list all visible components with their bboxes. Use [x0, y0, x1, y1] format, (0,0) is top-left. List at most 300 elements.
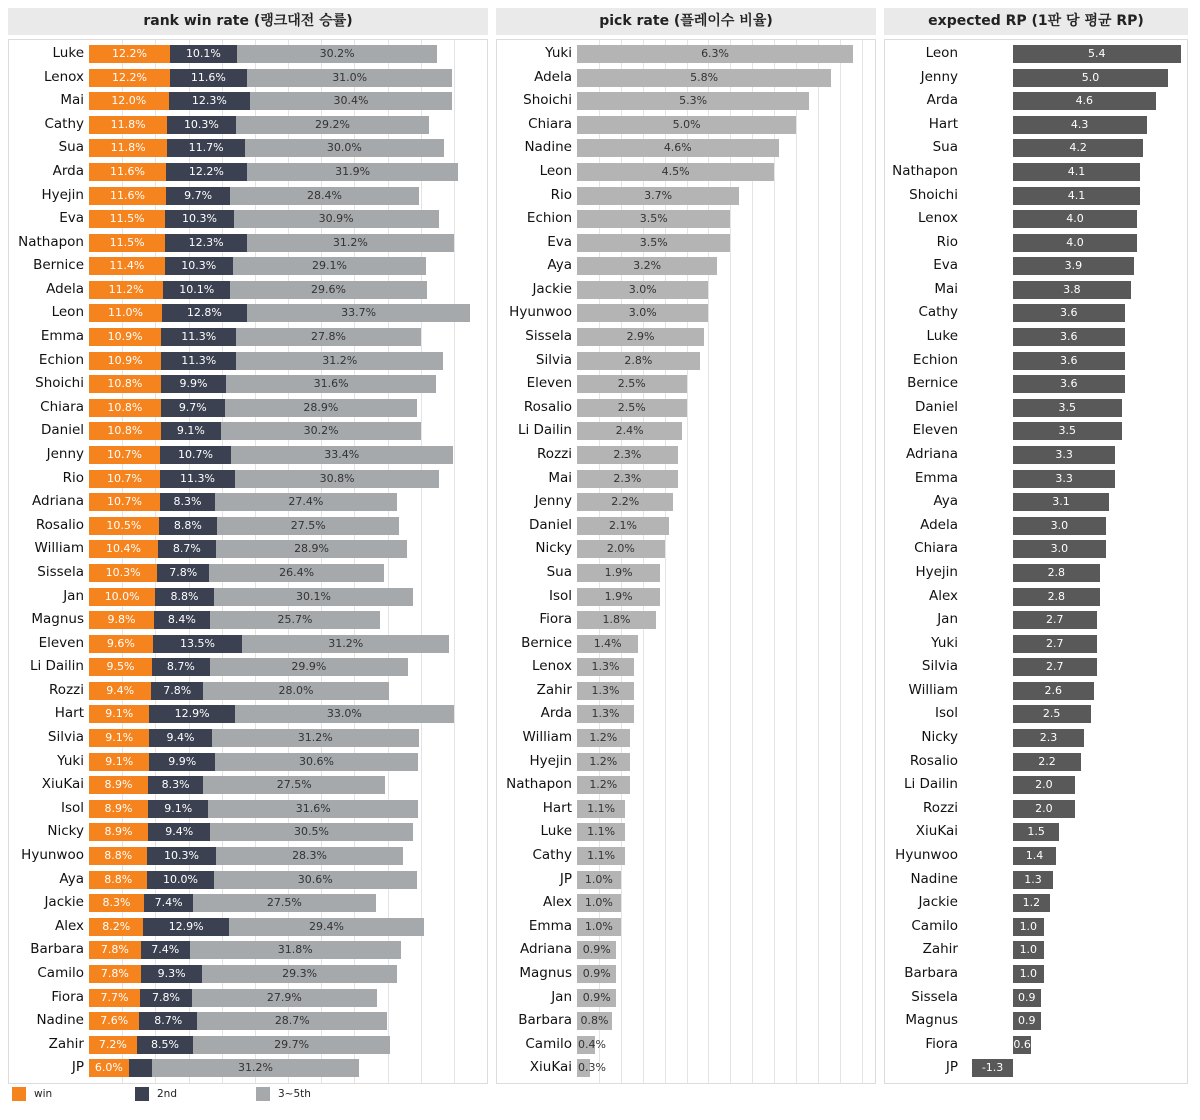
third-segment: [247, 163, 459, 181]
row-label: Rio: [550, 186, 572, 203]
win-value-label: 9.1%: [105, 731, 134, 745]
bar-row: [885, 750, 1187, 774]
bar-row: [497, 537, 875, 561]
bar-row: [885, 372, 1187, 396]
bar-row: [9, 349, 487, 373]
pick-bar: [577, 753, 630, 771]
legend-swatch-3-5th: [256, 1087, 270, 1101]
bar-row: [9, 1033, 487, 1057]
bar-row: [885, 349, 1187, 373]
third-value-label: 31.2%: [322, 353, 358, 367]
row-label: Magnus: [905, 1012, 958, 1029]
pick-value-label: 3.0%: [628, 282, 657, 296]
bar-row: [9, 160, 487, 184]
pick-value-label: 2.3%: [613, 471, 642, 485]
third-value-label: 26.4%: [279, 565, 315, 579]
row-label: Camilo: [525, 1035, 572, 1052]
row-label: Rozzi: [923, 799, 958, 816]
win-value-label: 10.7%: [107, 448, 142, 462]
rp-bar: [1013, 729, 1085, 747]
win-segment: [89, 894, 144, 912]
win-segment: [89, 918, 143, 936]
rp-value-label: 4.3: [1070, 117, 1089, 131]
second-segment: [147, 847, 215, 865]
row-label: Alex: [542, 894, 572, 911]
win-value-label: 11.8%: [110, 141, 146, 155]
pick-bar: [577, 1059, 590, 1077]
rp-value-label: 4.1: [1067, 164, 1086, 178]
win-value-label: 8.3%: [102, 896, 131, 910]
row-label: Emma: [528, 917, 572, 934]
third-segment: [210, 823, 412, 841]
rp-value-label: 3.8: [1063, 282, 1081, 296]
second-segment: [167, 116, 235, 134]
third-segment: [231, 446, 453, 464]
rp-value-label: 3.3: [1055, 448, 1073, 462]
rp-value-label: 0.6: [1013, 1037, 1031, 1051]
rp-bar: [1013, 540, 1106, 558]
legend-label-3-5th: 3~5th: [278, 1088, 311, 1100]
win-value-label: 7.8%: [100, 943, 129, 957]
third-segment: [190, 941, 401, 959]
bar-row: [885, 490, 1187, 514]
bar-row: [497, 113, 875, 137]
row-label: Shoichi: [523, 92, 572, 109]
row-label: Fiora: [925, 1035, 958, 1052]
row-label: Rosalio: [523, 398, 572, 415]
win-value-label: 8.8%: [104, 872, 133, 886]
pick-value-label: 1.3%: [591, 660, 620, 674]
bar-row: [497, 750, 875, 774]
third-value-label: 31.2%: [238, 1061, 273, 1075]
win-segment: [89, 871, 147, 889]
second-segment: [137, 1036, 193, 1054]
row-label: Nicky: [535, 540, 572, 557]
win-value-label: 11.2%: [108, 282, 144, 296]
rp-bar: [1013, 139, 1144, 157]
bar-row: [497, 608, 875, 632]
rp-bar: [1013, 234, 1137, 252]
second-segment: [161, 328, 236, 346]
rp-value-label: 4.0: [1066, 235, 1084, 249]
win-value-label: 9.5%: [106, 660, 135, 674]
pick-bar: [577, 1012, 612, 1030]
row-label: Barbara: [904, 964, 958, 981]
third-value-label: 29.9%: [291, 660, 327, 674]
third-value-label: 30.6%: [297, 872, 333, 886]
third-segment: [214, 588, 414, 606]
third-segment: [230, 281, 426, 299]
second-value-label: 9.1%: [164, 801, 193, 815]
bar-row: [497, 844, 875, 868]
bar-row: [885, 585, 1187, 609]
row-label: Zahir: [536, 681, 572, 698]
row-label: Nadine: [36, 1012, 84, 1029]
bar-row: [9, 585, 487, 609]
pick-value-label: 2.8%: [624, 353, 653, 367]
win-value-label: 11.6%: [109, 164, 145, 178]
bar-row: [497, 136, 875, 160]
rp-value-label: 4.0: [1066, 212, 1084, 226]
second-value-label: 12.9%: [168, 919, 204, 933]
pick-value-label: 2.0%: [606, 542, 635, 556]
second-value-label: 9.7%: [178, 400, 207, 414]
pick-value-label: 1.2%: [589, 778, 618, 792]
third-value-label: 33.0%: [326, 707, 362, 721]
third-value-label: 31.0%: [332, 70, 368, 84]
bar-row: [885, 42, 1187, 66]
win-segment: [89, 116, 167, 134]
bar-row: [9, 42, 487, 66]
bar-row: [9, 136, 487, 160]
rp-value-label: 4.2: [1069, 141, 1087, 155]
row-label: Alex: [54, 917, 84, 934]
second-value-label: 8.4%: [167, 613, 196, 627]
row-label: Adela: [46, 280, 84, 297]
second-value-label: 9.9%: [168, 754, 197, 768]
bar-row: [9, 655, 487, 679]
third-segment: [210, 658, 408, 676]
row-label: Silvia: [921, 658, 958, 675]
bar-row: [9, 915, 487, 939]
row-label: Lenox: [44, 68, 84, 85]
third-value-label: 29.3%: [282, 966, 318, 980]
rp-bar: [1013, 941, 1044, 959]
second-value-label: 9.7%: [184, 188, 213, 202]
pick-bar: [577, 588, 660, 606]
row-label: Luke: [540, 823, 572, 840]
bar-row: [885, 231, 1187, 255]
row-label: Silvia: [535, 351, 572, 368]
legend-label-win: win: [34, 1088, 53, 1100]
row-label: Silvia: [47, 729, 84, 746]
second-value-label: 9.9%: [179, 377, 208, 391]
row-label: Luke: [926, 328, 958, 345]
bar-row: [497, 1009, 875, 1033]
bar-row: [9, 184, 487, 208]
second-segment: [158, 540, 216, 558]
second-value-label: 10.0%: [163, 872, 198, 886]
win-segment: [89, 187, 166, 205]
pick-value-label: 1.9%: [604, 565, 633, 579]
row-label: Sissela: [525, 328, 572, 345]
rp-bar: [1013, 1012, 1041, 1030]
second-segment: [141, 965, 203, 983]
pick-bar: [577, 517, 669, 535]
rp-bar: [1013, 69, 1169, 87]
third-value-label: 28.7%: [274, 1014, 310, 1028]
second-segment: [144, 894, 193, 912]
third-value-label: 29.2%: [314, 117, 350, 131]
bar-row: [885, 679, 1187, 703]
rp-bar: [1013, 92, 1156, 110]
rp-bar: [1013, 753, 1081, 771]
second-value-label: 8.7%: [154, 1014, 183, 1028]
bar-row: [885, 443, 1187, 467]
bar-row: [497, 702, 875, 726]
rp-bar: [1013, 493, 1109, 511]
third-value-label: 28.4%: [306, 188, 342, 202]
row-label: Camilo: [911, 917, 958, 934]
third-segment: [225, 399, 417, 417]
win-segment: [89, 800, 148, 818]
bar-row: [885, 891, 1187, 915]
third-segment: [229, 918, 424, 936]
row-label: Li Dailin: [903, 776, 958, 793]
third-segment: [230, 187, 418, 205]
rp-value-label: 4.1: [1067, 188, 1086, 202]
win-value-label: 9.6%: [106, 636, 135, 650]
expected-rp-title: expected RP (1판 당 평균 RP): [884, 8, 1188, 35]
row-label: Cathy: [918, 304, 958, 321]
bar-row: [9, 66, 487, 90]
pick-value-label: 2.5%: [617, 377, 646, 391]
third-value-label: 27.8%: [310, 330, 346, 344]
win-segment: [89, 257, 165, 275]
bar-row: [497, 231, 875, 255]
win-value-label: 11.5%: [109, 235, 145, 249]
pick-value-label: 2.3%: [613, 448, 642, 462]
row-label: Jackie: [44, 894, 84, 911]
rp-value-label: 1.0: [1019, 966, 1038, 980]
row-label: Adela: [920, 516, 958, 533]
bar-row: [885, 986, 1187, 1010]
win-segment: [89, 705, 149, 723]
rp-value-label: 0.9: [1018, 990, 1036, 1004]
pick-value-label: 5.3%: [679, 94, 708, 108]
second-value-label: 12.8%: [186, 306, 222, 320]
bar-row: [9, 1009, 487, 1033]
bar-row: [9, 396, 487, 420]
second-segment: [152, 658, 210, 676]
bar-row: [885, 561, 1187, 585]
third-segment: [215, 753, 418, 771]
third-segment: [236, 328, 420, 346]
rp-bar: [972, 1059, 1012, 1077]
third-segment: [203, 776, 385, 794]
bar-row: [885, 1056, 1187, 1080]
win-segment: [89, 69, 170, 87]
bar-row: [885, 113, 1187, 137]
row-label: Emma: [914, 469, 958, 486]
second-value-label: 10.3%: [181, 212, 217, 226]
rp-bar: [1013, 422, 1122, 440]
second-segment: [147, 871, 213, 889]
bar-row: [9, 490, 487, 514]
win-value-label: 9.1%: [105, 707, 134, 721]
row-label: Sissela: [911, 988, 958, 1005]
row-label: Echion: [912, 351, 958, 368]
row-label: Hart: [928, 115, 958, 132]
third-segment: [242, 635, 449, 653]
bar-row: [9, 301, 487, 325]
rp-bar: [1013, 918, 1044, 936]
rp-bar: [1013, 352, 1125, 370]
win-segment: [89, 517, 159, 535]
rp-value-label: 2.8: [1047, 565, 1066, 579]
rp-value-label: -1.3: [981, 1061, 1004, 1075]
third-value-label: 25.7%: [277, 613, 313, 627]
row-label: Hyunwoo: [509, 304, 572, 321]
bar-row: [497, 986, 875, 1010]
rp-value-label: 2.7: [1046, 613, 1064, 627]
second-value-label: 11.3%: [179, 471, 215, 485]
third-segment: [250, 92, 452, 110]
pick-value-label: 0.8%: [580, 1014, 609, 1028]
pick-value-label: 1.1%: [587, 825, 616, 839]
bar-row: [497, 1033, 875, 1057]
third-value-label: 28.0%: [278, 683, 314, 697]
pick-value-label: 2.1%: [609, 518, 637, 532]
second-value-label: 7.4%: [154, 896, 183, 910]
row-label: Adriana: [32, 493, 84, 510]
bar-row: [885, 820, 1187, 844]
row-label: Arda: [540, 705, 572, 722]
bar-row: [885, 915, 1187, 939]
row-label: Jan: [63, 587, 84, 604]
second-value-label: 8.8%: [173, 518, 202, 532]
third-segment: [247, 69, 453, 87]
bar-row: [9, 962, 487, 986]
third-value-label: 29.4%: [308, 919, 344, 933]
third-segment: [247, 234, 454, 252]
second-value-label: 11.3%: [181, 330, 217, 344]
third-value-label: 31.8%: [277, 943, 313, 957]
pick-rate-title: pick rate (플레이수 비율): [496, 8, 876, 35]
rp-value-label: 2.3: [1039, 731, 1058, 745]
second-segment: [165, 210, 233, 228]
pick-bar: [577, 800, 625, 818]
legend: [12, 1086, 612, 1102]
third-value-label: 29.7%: [274, 1037, 310, 1051]
row-label: Fiora: [539, 611, 572, 628]
bar-row: [885, 207, 1187, 231]
win-value-label: 9.4%: [106, 683, 135, 697]
row-label: Sua: [546, 563, 572, 580]
row-label: Rio: [936, 233, 958, 250]
row-label: Arda: [52, 162, 84, 179]
third-value-label: 33.7%: [341, 306, 377, 320]
row-label: Nicky: [921, 729, 958, 746]
rp-bar: [1013, 399, 1122, 417]
win-value-label: 9.8%: [107, 613, 136, 627]
row-label: Arda: [926, 92, 958, 109]
pick-bar: [577, 705, 634, 723]
rp-value-label: 2.0: [1035, 778, 1053, 792]
pick-value-label: 0.4%: [578, 1037, 606, 1051]
row-label: Rozzi: [49, 681, 84, 698]
second-value-label: 7.4%: [151, 943, 180, 957]
bar-row: [9, 986, 487, 1010]
second-value-label: 9.4%: [166, 731, 195, 745]
row-label: Isol: [548, 587, 572, 604]
third-segment: [235, 705, 454, 723]
pick-bar: [577, 163, 774, 181]
row-label: Jackie: [918, 894, 958, 911]
win-segment: [89, 635, 153, 653]
rp-bar: [1013, 658, 1097, 676]
win-value-label: 7.8%: [100, 966, 129, 980]
win-value-label: 10.8%: [107, 400, 143, 414]
win-rate-plot: [8, 39, 488, 1084]
third-segment: [193, 894, 375, 912]
pick-bar: [577, 847, 625, 865]
row-label: XiuKai: [529, 1059, 572, 1076]
third-segment: [192, 989, 377, 1007]
third-segment: [236, 352, 443, 370]
pick-bar: [577, 375, 687, 393]
bar-row: [885, 325, 1187, 349]
second-segment: [161, 375, 227, 393]
row-label: Eva: [59, 210, 84, 227]
second-segment: [167, 139, 245, 157]
second-value-label: 12.9%: [174, 707, 210, 721]
bar-row: [885, 301, 1187, 325]
win-value-label: 10.8%: [107, 377, 143, 391]
bar-row: [885, 254, 1187, 278]
bar-row: [885, 396, 1187, 420]
rp-value-label: 3.1: [1052, 495, 1070, 509]
row-label: Jenny: [46, 446, 84, 463]
rp-value-label: 5.4: [1088, 47, 1106, 60]
pick-value-label: 1.0%: [584, 872, 613, 886]
bar-row: [9, 632, 487, 656]
rp-bar: [1013, 163, 1141, 181]
row-label: Emma: [40, 328, 84, 345]
row-label: JP: [945, 1059, 958, 1076]
rp-bar: [1013, 470, 1116, 488]
second-segment: [161, 352, 236, 370]
second-value-label: 7.8%: [151, 990, 180, 1004]
rp-value-label: 2.6: [1044, 683, 1062, 697]
row-label: Hyejin: [41, 186, 84, 203]
pick-value-label: 1.0%: [584, 896, 613, 910]
bar-row: [9, 325, 487, 349]
rp-bar: [1013, 776, 1075, 794]
pick-bar: [577, 682, 634, 700]
bar-row: [9, 231, 487, 255]
win-value-label: 10.4%: [106, 542, 141, 556]
rp-bar: [1013, 705, 1091, 723]
pick-bar: [577, 658, 634, 676]
expected-rp-panel: [884, 8, 1188, 1084]
third-segment: [210, 611, 380, 629]
row-label: Mai: [934, 280, 958, 297]
third-segment: [209, 564, 384, 582]
row-label: Luke: [52, 45, 84, 61]
bar-row: [885, 1009, 1187, 1033]
third-segment: [216, 847, 404, 865]
rp-value-label: 2.0: [1035, 801, 1053, 815]
second-segment: [148, 776, 203, 794]
win-value-label: 7.2%: [98, 1037, 127, 1051]
row-label: Adriana: [906, 446, 958, 463]
win-segment: [89, 139, 167, 157]
bar-row: [885, 419, 1187, 443]
bar-row: [9, 702, 487, 726]
rp-bar: [1013, 328, 1125, 346]
rp-value-label: 2.7: [1046, 636, 1064, 650]
rp-bar: [1013, 588, 1100, 606]
rp-bar: [1013, 847, 1057, 865]
pick-value-label: 0.9%: [582, 943, 611, 957]
bar-row: [885, 89, 1187, 113]
third-value-label: 30.5%: [294, 825, 329, 839]
bar-row: [497, 160, 875, 184]
rp-value-label: 1.4: [1025, 849, 1044, 863]
second-segment: [139, 1012, 197, 1030]
win-segment: [89, 540, 158, 558]
